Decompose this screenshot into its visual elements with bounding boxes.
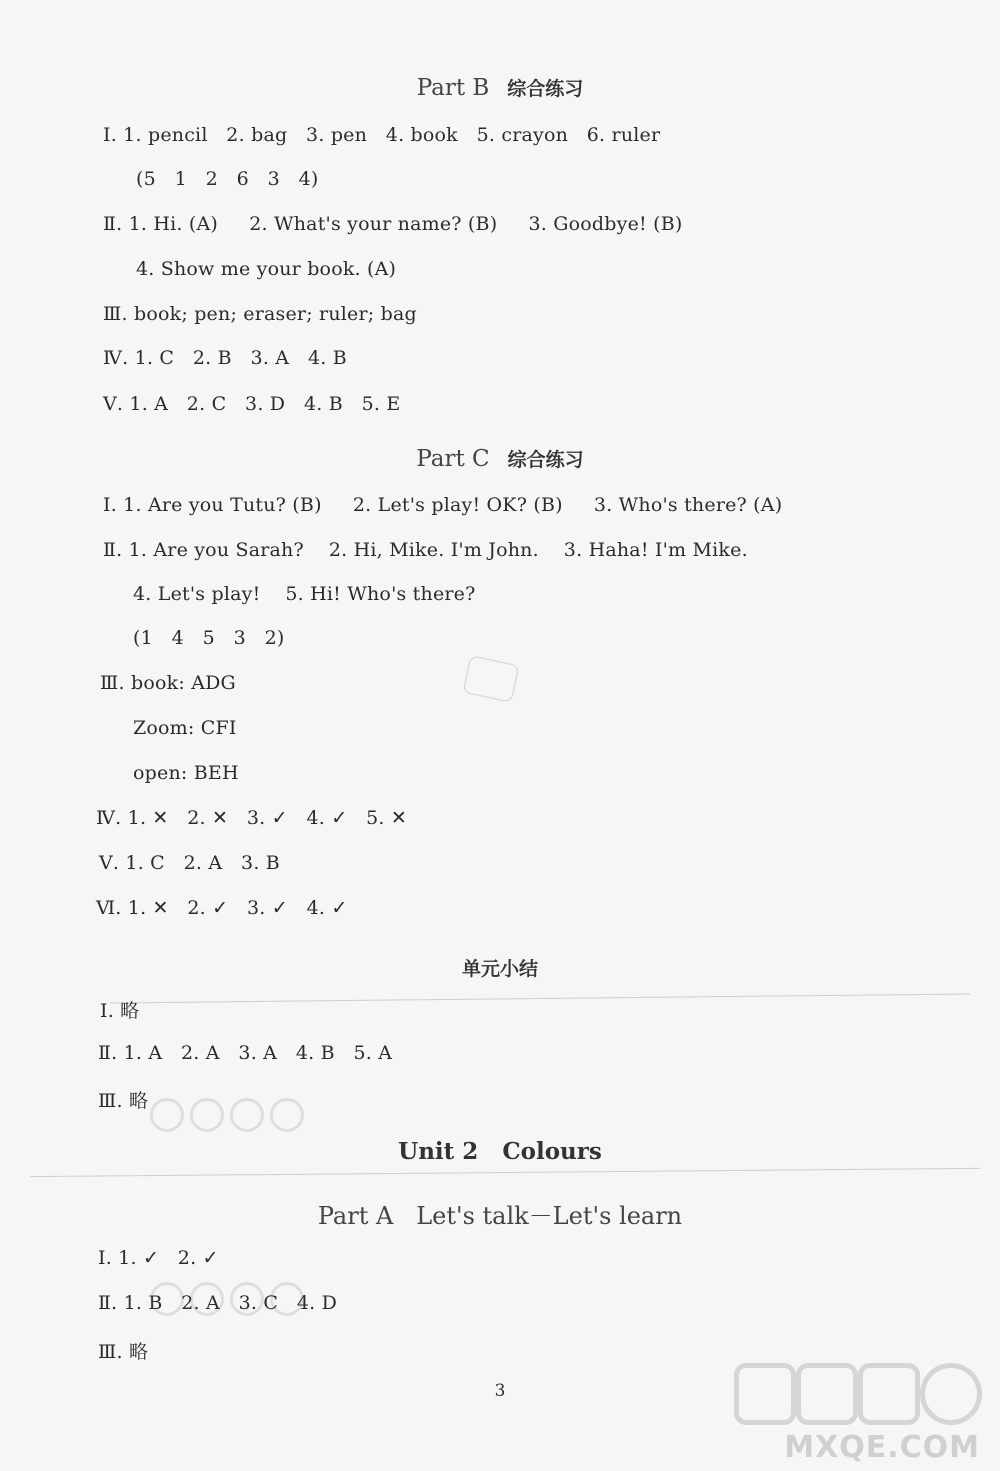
part-b-subtitle: 综合练习 [507, 78, 584, 100]
unit-summary-heading: 单元小结 [461, 958, 538, 980]
divider-line [30, 1168, 980, 1177]
answer-line: Ⅲ. book: ADG [100, 672, 236, 694]
answer-line: Ⅰ. 1. Are you Tutu? (B) 2. Let's play! OK? (B) 3. Who's there? (A) [103, 494, 783, 516]
answer-line: Ⅰ. 1. pencil 2. bag 3. pen 4. book 5. crayon 6. ruler [103, 124, 661, 146]
unit-2-heading: Unit 2 Colours [398, 1138, 602, 1165]
watermark-text: MXQE.COM [784, 1430, 980, 1465]
part-b-heading [0, 74, 1000, 101]
part-a-heading: Part A Let's talk－Let's learn [317, 1202, 683, 1230]
faint-watermark [150, 1282, 310, 1320]
page-number: 3 [494, 1381, 506, 1401]
answer-line: Ⅰ. 1. ✓ 2. ✓ [98, 1247, 219, 1269]
answer-line: Ⅴ. 1. A 2. C 3. D 4. B 5. E [103, 393, 401, 415]
answer-line: (5 1 2 6 3 4) [136, 168, 319, 190]
answer-line: Ⅴ. 1. C 2. A 3. B [99, 852, 280, 874]
answer-line: (1 4 5 3 2) [133, 627, 285, 649]
part-b-title: Part B [416, 75, 490, 101]
part-c-title: Part C [416, 446, 490, 472]
site-watermark [736, 1355, 986, 1465]
answer-line: Ⅱ. 1. Hi. (A) 2. What's your name? (B) 3. Goodbye! (B) [103, 213, 683, 235]
answer-line: open: BEH [133, 762, 239, 784]
answer-line: 4. Let's play! 5. Hi! Who's there? [133, 583, 476, 605]
answer-line: Ⅳ. 1. ✕ 2. ✕ 3. ✓ 4. ✓ 5. ✕ [96, 807, 407, 829]
answer-line: Ⅲ. 略 [98, 1090, 149, 1112]
part-c-subtitle: 综合练习 [507, 449, 584, 471]
answer-line: Ⅲ. 略 [98, 1341, 149, 1363]
answer-line: Ⅵ. 1. ✕ 2. ✓ 3. ✓ 4. ✓ [96, 897, 348, 919]
part-c-heading [0, 445, 1000, 472]
divider-line [110, 993, 970, 1003]
watermark-logo-icon [736, 1355, 986, 1425]
answer-line: Ⅱ. 1. B 2. A 3. C 4. D [98, 1292, 338, 1314]
answer-line: 4. Show me your book. (A) [136, 258, 397, 280]
answer-line: Ⅲ. book; pen; eraser; ruler; bag [103, 303, 417, 325]
answer-line: Ⅱ. 1. A 2. A 3. A 4. B 5. A [98, 1042, 393, 1064]
answer-line: Ⅰ. 略 [100, 1000, 140, 1022]
decorative-stamp [463, 655, 520, 703]
faint-watermark [150, 1098, 310, 1136]
answer-line: Ⅱ. 1. Are you Sarah? 2. Hi, Mike. I'm John. 3. Haha! I'm Mike. [103, 539, 748, 561]
answer-line: Zoom: CFI [133, 717, 237, 739]
answer-line: Ⅳ. 1. C 2. B 3. A 4. B [103, 347, 347, 369]
